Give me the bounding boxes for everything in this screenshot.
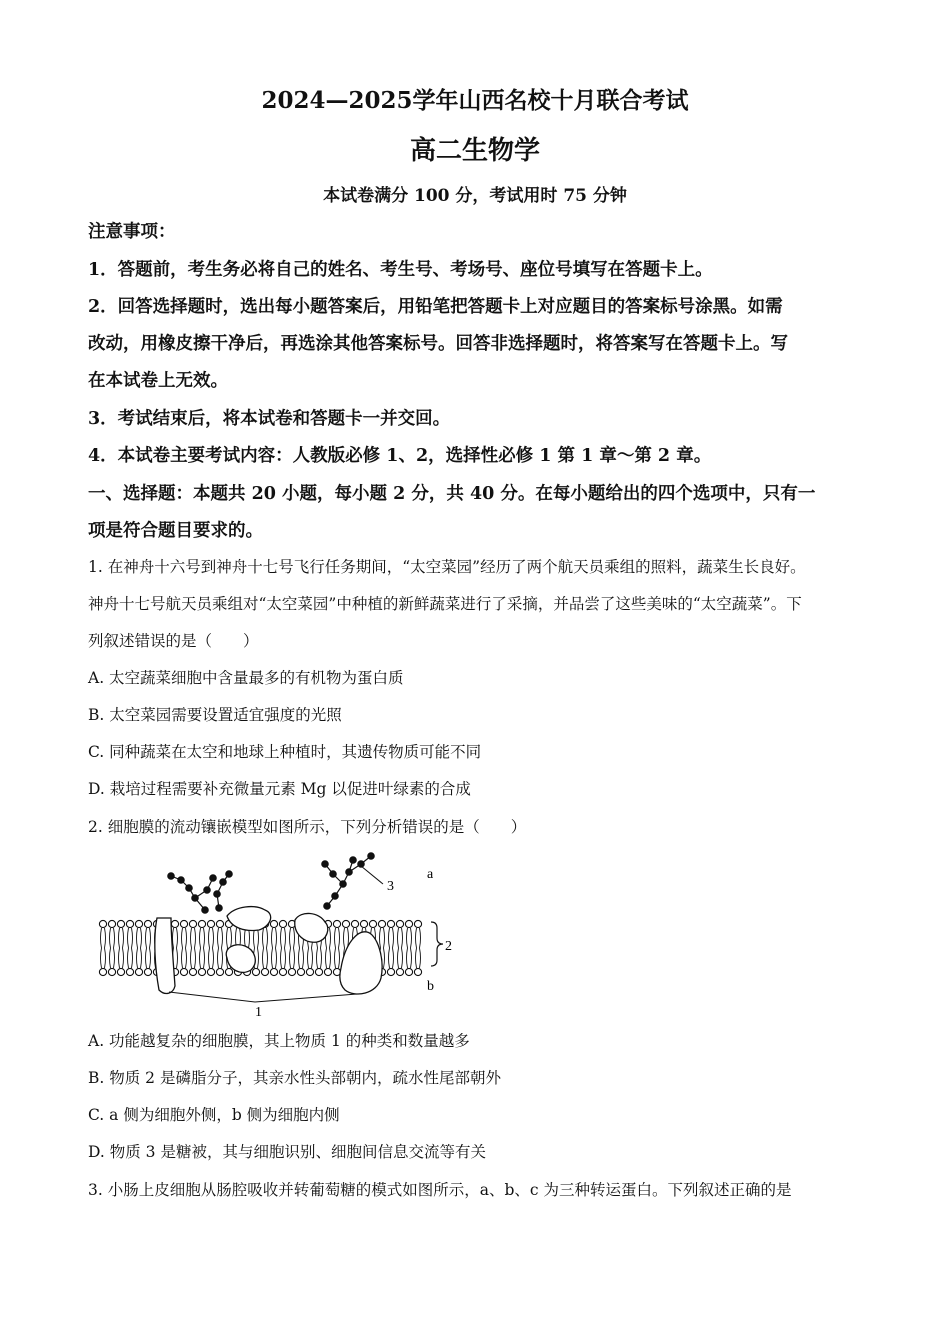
question-1-option-a: A. 太空蔬菜细胞中含量最多的有机物为蛋白质 <box>88 669 404 687</box>
section-heading: 一、选择题：本题共 20 小题，每小题 2 分，共 40 分。在每小题给出的四个选项中，只有一 <box>88 484 816 504</box>
question-1-option-b: B. 太空菜园需要设置适宜强度的光照 <box>88 706 342 724</box>
note-line: 在本试卷上无效。 <box>88 371 228 391</box>
question-2-option-b: B. 物质 2 是磷脂分子，其亲水性头部朝内，疏水性尾部朝外 <box>88 1069 501 1087</box>
question-2-option-a: A. 功能越复杂的细胞膜，其上物质 1 的种类和数量越多 <box>88 1032 470 1050</box>
label-1: 1 <box>255 1005 262 1018</box>
question-1-stem: 1. 在神舟十六号到神舟十七号飞行任务期间，“太空菜园”经历了两个航天员乘组的照料，蔬菜生长良好。 <box>88 558 806 576</box>
exam-info: 本试卷满分 100 分，考试用时 75 分钟 <box>323 186 627 206</box>
large-protein <box>340 932 382 994</box>
label-3: 3 <box>387 879 394 894</box>
note-line: 2．回答选择题时，选出每小题答案后，用铅笔把答题卡上对应题目的答案标号涂黑。如需 <box>88 297 783 317</box>
question-2-option-d: D. 物质 3 是糖被，其与细胞识别、细胞间信息交流等有关 <box>88 1143 486 1161</box>
exam-title: 2024—2025学年山西名校十月联合考试 <box>261 87 689 114</box>
section-heading: 项是符合题目要求的。 <box>88 521 263 541</box>
note-line: 1．答题前，考生务必将自己的姓名、考生号、考场号、座位号填写在答题卡上。 <box>88 260 713 280</box>
note-line: 3．考试结束后，将本试卷和答题卡一并交回。 <box>88 409 451 429</box>
peripheral-protein <box>227 907 271 931</box>
subject-title: 高二生物学 <box>409 136 540 166</box>
question-1-stem: 神舟十七号航天员乘组对“太空菜园”中种植的新鲜蔬菜进行了采摘，并品尝了这些美味的“太空蔬菜”。下 <box>88 595 802 613</box>
question-2-option-c: C. a 侧为细胞外侧，b 侧为细胞内侧 <box>88 1106 340 1124</box>
glycocalyx-chain <box>168 871 232 913</box>
question-1-option-c: C. 同种蔬菜在太空和地球上种植时，其遗传物质可能不同 <box>88 743 482 761</box>
glycolipid-chain <box>322 853 374 909</box>
label-side-a: a <box>427 867 434 882</box>
note-line: 4．本试卷主要考试内容：人教版必修 1、2，选择性必修 1 第 1 章～第 2 章。 <box>88 446 712 466</box>
note-line: 改动，用橡皮擦干净后，再选涂其他答案标号。回答非选择题时，将答案写在答题卡上。写 <box>88 334 788 354</box>
question-2-stem: 2. 细胞膜的流动镶嵌模型如图所示，下列分析错误的是（ ） <box>88 818 527 836</box>
channel-protein <box>295 913 328 942</box>
transmembrane-protein <box>155 918 175 993</box>
label-side-b: b <box>427 979 434 994</box>
question-1-stem: 列叙述错误的是（ ） <box>88 632 259 650</box>
label-2: 2 <box>445 939 452 954</box>
notes-heading: 注意事项： <box>88 222 176 242</box>
question-3-stem: 3. 小肠上皮细胞从肠腔吸收并转葡萄糖的模式如图所示，a、b、c 为三种转运蛋白。下列叙述正确的是 <box>88 1181 792 1199</box>
question-1-option-d: D. 栽培过程需要补充微量元素 Mg 以促进叶绿素的合成 <box>88 780 471 798</box>
membrane-diagram <box>95 848 515 1018</box>
